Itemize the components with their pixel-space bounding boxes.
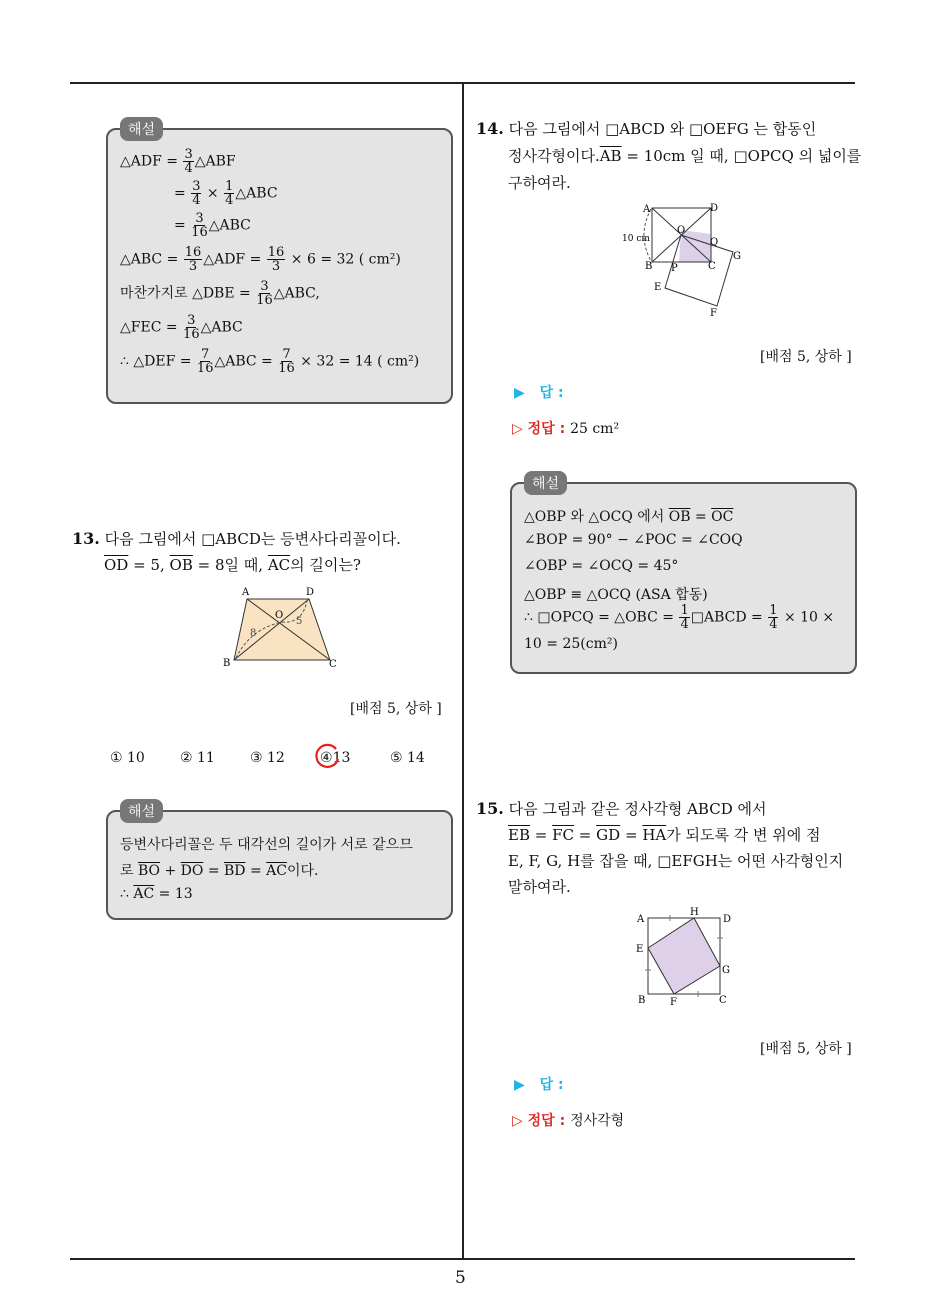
label-q: Q [710, 237, 719, 248]
label-length: 10 cm [622, 234, 650, 244]
q15-stem-line1: 15. 다음 그림과 같은 정사각형 ABCD 에서 [476, 799, 767, 818]
q14-number: 14. [476, 119, 504, 138]
q13-trapezoid-figure [220, 584, 340, 674]
label-c: C [329, 659, 337, 670]
label-a: A [637, 914, 645, 925]
q14-correct-answer: ▷ 정답 : 25 cm² [512, 421, 620, 437]
q14-sol-line5: ∴ □OPCQ = △OBC = $\frac{1}{4}$ □ABCD = $\frac{1}{4}$ × 10 × [524, 603, 835, 632]
q15-stem-line3: E, F, G, H를 잡을 때, □EFGH는 어떤 사각형인지 [508, 852, 844, 870]
q12-sol-line7: ∴ △DEF = $\frac{7}{16}$ △ABC = $\frac{7}{16}$ × 32 = 14 ( cm²) [120, 347, 420, 376]
label-f: F [710, 308, 717, 319]
q13-score: [배점 5, 상하 ] [350, 701, 442, 717]
play-arrow-icon: ▶ [514, 385, 525, 401]
label-b: B [638, 995, 646, 1006]
q14-sol-line3: ∠OBP = ∠OCQ = 45° [524, 558, 679, 574]
q15-score: [배점 5, 상하 ] [760, 1041, 852, 1057]
label-c: C [719, 995, 727, 1006]
q13-number: 13. [72, 529, 100, 548]
q13-sol-line3: ∴ $\overline{AC} = 13$ [120, 886, 193, 902]
q14-solution-box [510, 476, 857, 674]
q15-number: 15. [476, 799, 504, 818]
q12-solution-box [106, 122, 453, 404]
q15-correct-answer: ▷ 정답 : 정사각형 [512, 1113, 625, 1129]
label-a: A [643, 204, 651, 215]
label-b: B [645, 261, 653, 272]
play-arrow-icon: ▶ [514, 1077, 525, 1093]
q13-sol-line2: 로 $\overline{BO} + \overline{DO} = \overline{BD} = \overline{AC}$이다. [120, 863, 319, 879]
q14-stem-line3: 구하여라. [508, 174, 571, 192]
q14-stem-line2: 정사각형이다$.\overline{AB} = 10cm$ 일 때, □OPCQ 의 넓이를 [508, 147, 862, 165]
trapezoid-shape [234, 599, 330, 660]
label-8: 8 [250, 628, 257, 639]
q15-stem-line2: $\overline{EB} = \overline{FC} = \overline{GD} = \overline{HA}$가 되도록 각 변 위에 점 [508, 826, 821, 844]
square-efgh [648, 918, 720, 994]
q13-choice-2[interactable]: ② 11 [180, 750, 215, 766]
label-e: E [636, 944, 644, 955]
q14-sol-line2: ∠BOP = 90° − ∠POC = ∠COQ [524, 532, 743, 548]
label-h: H [690, 907, 699, 918]
q15-answer-prompt: ▶ 답 : [514, 1077, 564, 1093]
q13-stem-line1: 13. 다음 그림에서 □ABCD는 등변사다리꼴이다. [72, 529, 401, 548]
q14-answer-prompt: ▶ 답 : [514, 385, 564, 401]
outline-arrow-icon: ▷ [512, 1113, 523, 1129]
q12-sol-line5: 마찬가지로 △DBE = $\frac{3}{16}$ △ABC, [120, 279, 320, 308]
label-g: G [722, 965, 730, 976]
q12-sol-line3: = $\frac{3}{16}$ △ABC [174, 211, 251, 240]
q13-stem-line2: $\overline{OD} = 5$, $\overline{OB} = 8$일 때, $\overline{AC}$의 길이는? [104, 556, 361, 574]
label-f: F [670, 997, 677, 1008]
q14-sol-line4: △OBP ≡ △OCQ (ASA 합동) [524, 587, 708, 603]
q13-choice-4[interactable]: ④13 [320, 750, 351, 766]
q12-sol-line6: △FEC = $\frac{3}{16}$ △ABC [120, 313, 243, 342]
q14-score: [배점 5, 상하 ] [760, 349, 852, 365]
label-c: C [708, 261, 716, 272]
q15-square-figure [630, 904, 740, 1009]
label-p: P [671, 263, 678, 274]
label-a: A [242, 587, 250, 598]
label-b: B [223, 658, 231, 669]
selected-answer-circle-icon [312, 742, 342, 772]
column-divider [462, 84, 464, 1260]
q13-choice-3[interactable]: ③ 12 [250, 750, 285, 766]
q12-sol-line2: = $\frac{3}{4}$ × $\frac{1}{4}$ △ABC [174, 179, 278, 208]
label-e: E [654, 282, 662, 293]
page-number: 5 [455, 1268, 466, 1288]
q14-sol-line1: △OBP 와 △OCQ 에서 $\overline{OB} = \overline{OC}$ [524, 509, 734, 525]
q13-choice-1[interactable]: ① 10 [110, 750, 145, 766]
q13-sol-line1: 등변사다리꼴은 두 대각선의 길이가 서로 같으므 [120, 837, 413, 853]
q15-stem-line4: 말하여라. [508, 878, 571, 896]
explanation-tag: 해설 [524, 471, 567, 495]
label-o: O [275, 610, 284, 621]
q12-sol-line1: △ADF = $\frac{3}{4}$ △ABF [120, 147, 236, 176]
label-d: D [306, 587, 315, 598]
bottom-rule [70, 1258, 855, 1260]
label-d: D [710, 203, 719, 214]
label-5: 5 [296, 616, 303, 627]
label-o: O [677, 225, 686, 236]
q13-solution-box [106, 804, 453, 920]
q12-sol-line4: △ABC = $\frac{16}{3}$ △ADF = $\frac{16}{3}$ × 6 = 32 ( cm²) [120, 245, 401, 274]
explanation-tag: 해설 [120, 799, 163, 823]
q14-sol-line6: 10 = 25(cm²) [524, 636, 618, 652]
q14-squares-figure [615, 198, 750, 323]
q13-choice-5[interactable]: ⑤ 14 [390, 750, 425, 766]
q14-stem-line1: 14. 다음 그림에서 □ABCD 와 □OEFG 는 합동인 [476, 119, 817, 138]
label-d: D [723, 914, 732, 925]
explanation-tag: 해설 [120, 117, 163, 141]
outline-arrow-icon: ▷ [512, 421, 523, 437]
label-g: G [733, 251, 741, 262]
